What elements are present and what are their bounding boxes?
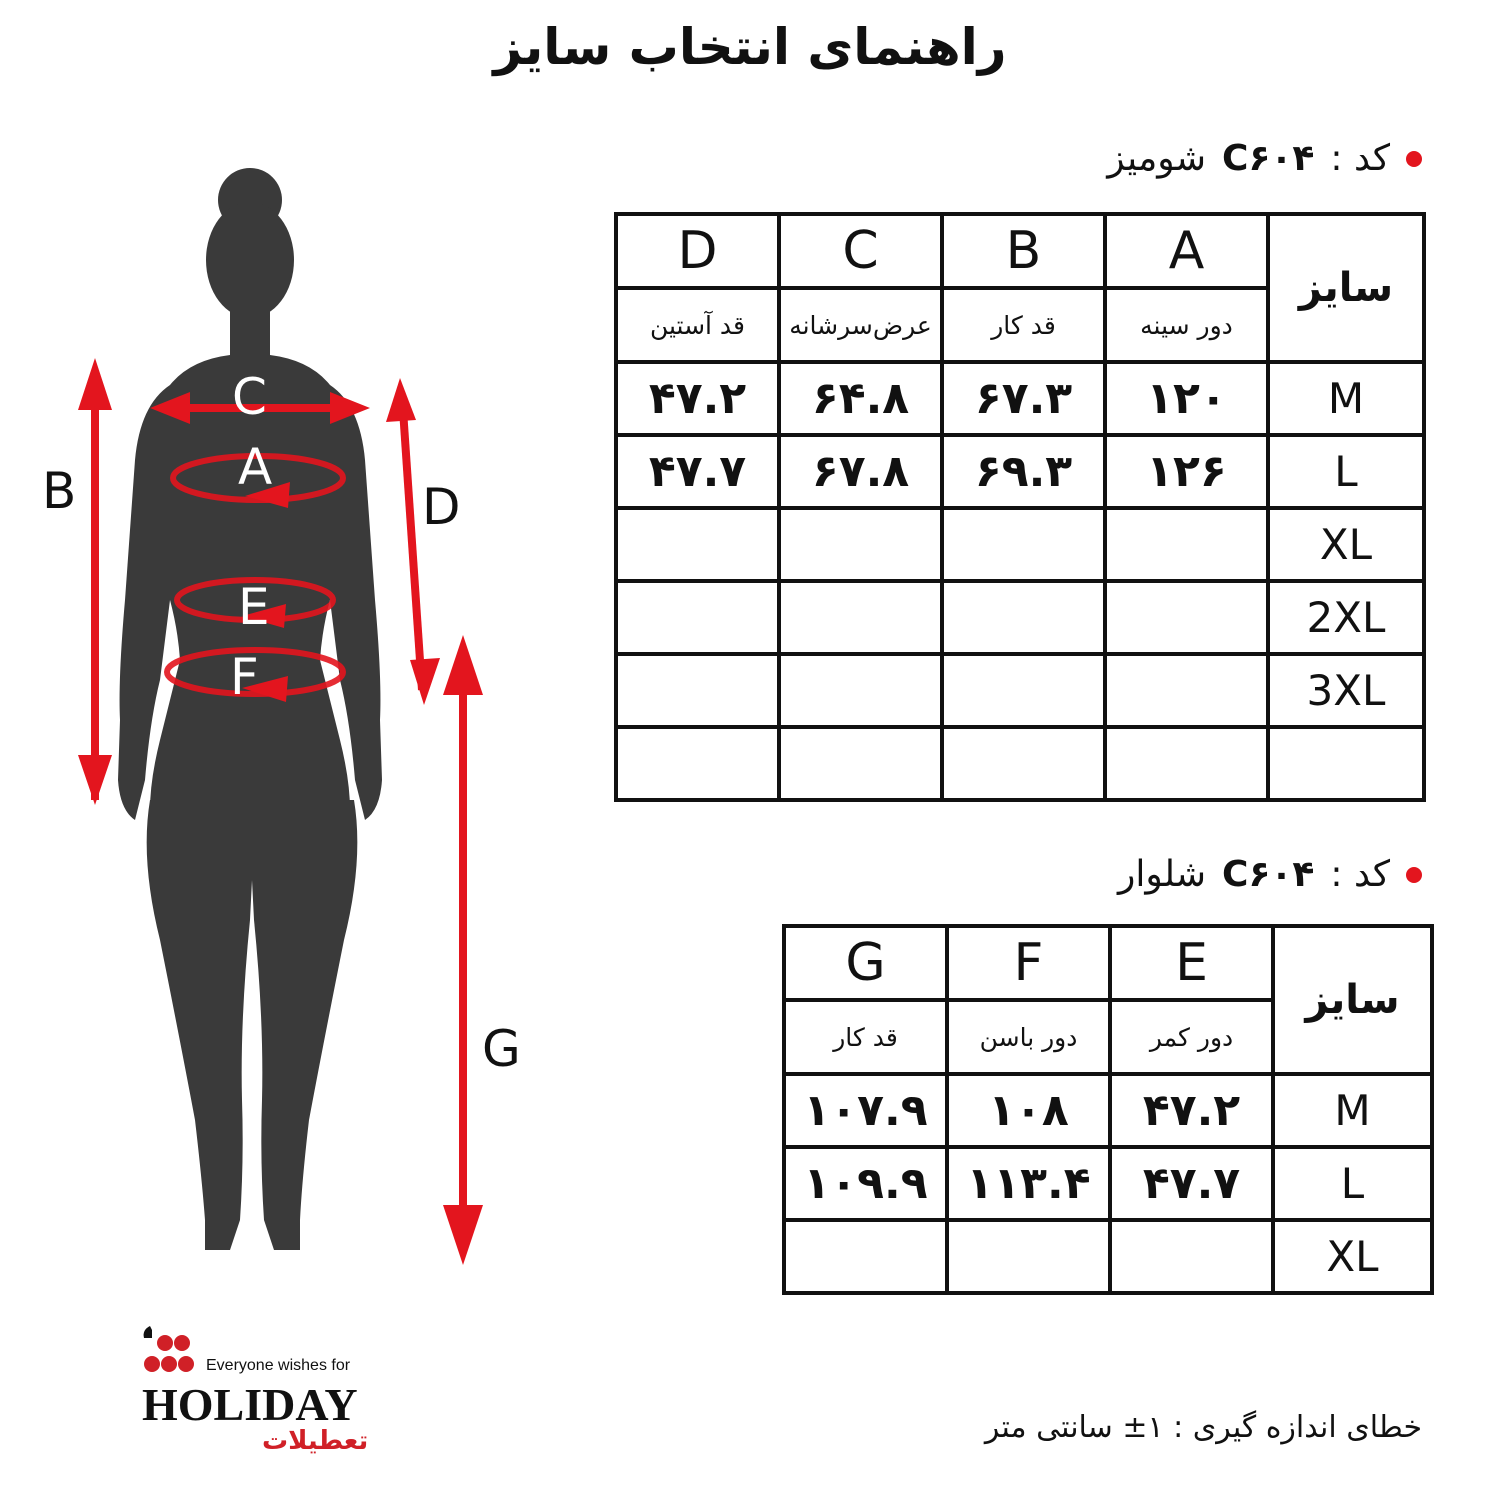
shirt-cell	[1105, 727, 1268, 800]
logo-dots-icon	[140, 1320, 210, 1378]
brand-tagline: Everyone wishes for	[206, 1357, 351, 1374]
shirt-size-label: M	[1268, 362, 1424, 435]
shirt-cell	[779, 654, 942, 727]
tolerance-note: خطای اندازه گیری : ۱± سانتی متر	[984, 1410, 1422, 1445]
pants-cell: ۱۰۸	[947, 1074, 1110, 1147]
shirt-cell: ۴۷.۷	[616, 435, 779, 508]
shirt-col-name: عرض‌سرشانه	[779, 288, 942, 362]
shirt-cell: ۱۲۰	[1105, 362, 1268, 435]
shirt-cell	[942, 508, 1105, 581]
shirt-code-line	[1107, 138, 1422, 179]
shirt-code-item: شومیز	[1107, 138, 1207, 179]
shirt-cell	[616, 508, 779, 581]
shirt-size-label: 2XL	[1268, 581, 1424, 654]
page-title: راهنمای انتخاب سایز	[493, 18, 1007, 76]
shirt-cell: ۱۲۶	[1105, 435, 1268, 508]
pants-size-header: سایز	[1273, 926, 1432, 1074]
table-row	[784, 1074, 1432, 1147]
pants-cell	[1110, 1220, 1273, 1293]
shirt-cell	[779, 508, 942, 581]
label-d: D	[422, 478, 461, 536]
table-row	[616, 581, 1424, 654]
shirt-cell	[942, 727, 1105, 800]
shirt-cell	[942, 581, 1105, 654]
table-row	[616, 435, 1424, 508]
pants-cell	[784, 1220, 947, 1293]
label-b: B	[42, 462, 77, 520]
pants-cell: ۱۰۹.۹	[784, 1147, 947, 1220]
pants-cell: ۱۰۷.۹	[784, 1074, 947, 1147]
brand-name-fa: تعطیلات	[262, 1426, 369, 1456]
shirt-cell: ۶۹.۳	[942, 435, 1105, 508]
pants-col-letter: G	[784, 926, 947, 1000]
pants-col-letter: E	[1110, 926, 1273, 1000]
shirt-size-table	[614, 212, 1426, 802]
table-row	[616, 362, 1424, 435]
silhouette-diagram	[30, 160, 550, 1280]
pants-col-letter: F	[947, 926, 1110, 1000]
pants-code-item: شلوار	[1117, 854, 1207, 895]
pants-cell: ۴۷.۷	[1110, 1147, 1273, 1220]
table-row	[784, 1220, 1432, 1293]
label-g: G	[482, 1020, 521, 1078]
shirt-cell	[616, 581, 779, 654]
brand-name: HOLIDAY	[142, 1379, 358, 1430]
pants-size-table	[782, 924, 1434, 1295]
shirt-cell	[942, 654, 1105, 727]
label-e: E	[238, 578, 270, 636]
shirt-col-letter: B	[942, 214, 1105, 288]
shirt-size-label: L	[1268, 435, 1424, 508]
shirt-cell: ۶۷.۸	[779, 435, 942, 508]
shirt-size-header: سایز	[1268, 214, 1424, 362]
pants-col-name: دور کمر	[1110, 1000, 1273, 1074]
bullet-icon	[1406, 867, 1422, 883]
pants-code-value: C۶۰۴	[1222, 854, 1315, 895]
label-c: C	[232, 368, 267, 426]
label-a: A	[238, 438, 273, 496]
shirt-cell	[616, 727, 779, 800]
pants-size-label: L	[1273, 1147, 1432, 1220]
pants-size-label: XL	[1273, 1220, 1432, 1293]
pants-col-name: دور باسن	[947, 1000, 1110, 1074]
body-figure	[30, 160, 550, 1280]
pants-size-label: M	[1273, 1074, 1432, 1147]
shirt-cell	[779, 581, 942, 654]
table-row	[616, 508, 1424, 581]
table-row	[616, 654, 1424, 727]
shirt-cell: ۴۷.۲	[616, 362, 779, 435]
shirt-col-name: دور سینه	[1105, 288, 1268, 362]
bullet-icon	[1406, 151, 1422, 167]
shirt-size-label: XL	[1268, 508, 1424, 581]
shirt-cell	[1105, 581, 1268, 654]
shirt-col-letter: C	[779, 214, 942, 288]
pants-code-line	[1118, 854, 1422, 895]
shirt-cell	[1105, 508, 1268, 581]
shirt-cell: ۶۷.۳	[942, 362, 1105, 435]
arrow-d	[402, 395, 422, 690]
shirt-code-value: C۶۰۴	[1222, 138, 1315, 179]
shirt-cell	[779, 727, 942, 800]
label-f: F	[230, 648, 259, 706]
shirt-code-prefix: کد :	[1330, 138, 1390, 179]
pants-cell: ۱۱۳.۴	[947, 1147, 1110, 1220]
shirt-cell: ۶۴.۸	[779, 362, 942, 435]
shirt-col-name: قد کار	[942, 288, 1105, 362]
shirt-size-label	[1268, 727, 1424, 800]
shirt-cell	[616, 654, 779, 727]
pants-code-prefix: کد :	[1330, 854, 1390, 895]
pants-col-name: قد کار	[784, 1000, 947, 1074]
silhouette	[118, 168, 382, 1250]
shirt-cell	[1105, 654, 1268, 727]
shirt-col-name: قد آستین	[616, 288, 779, 362]
shirt-size-label: 3XL	[1268, 654, 1424, 727]
shirt-col-letter: D	[616, 214, 779, 288]
pants-cell: ۴۷.۲	[1110, 1074, 1273, 1147]
table-row	[784, 1147, 1432, 1220]
pants-cell	[947, 1220, 1110, 1293]
shirt-col-letter: A	[1105, 214, 1268, 288]
table-row	[616, 727, 1424, 800]
